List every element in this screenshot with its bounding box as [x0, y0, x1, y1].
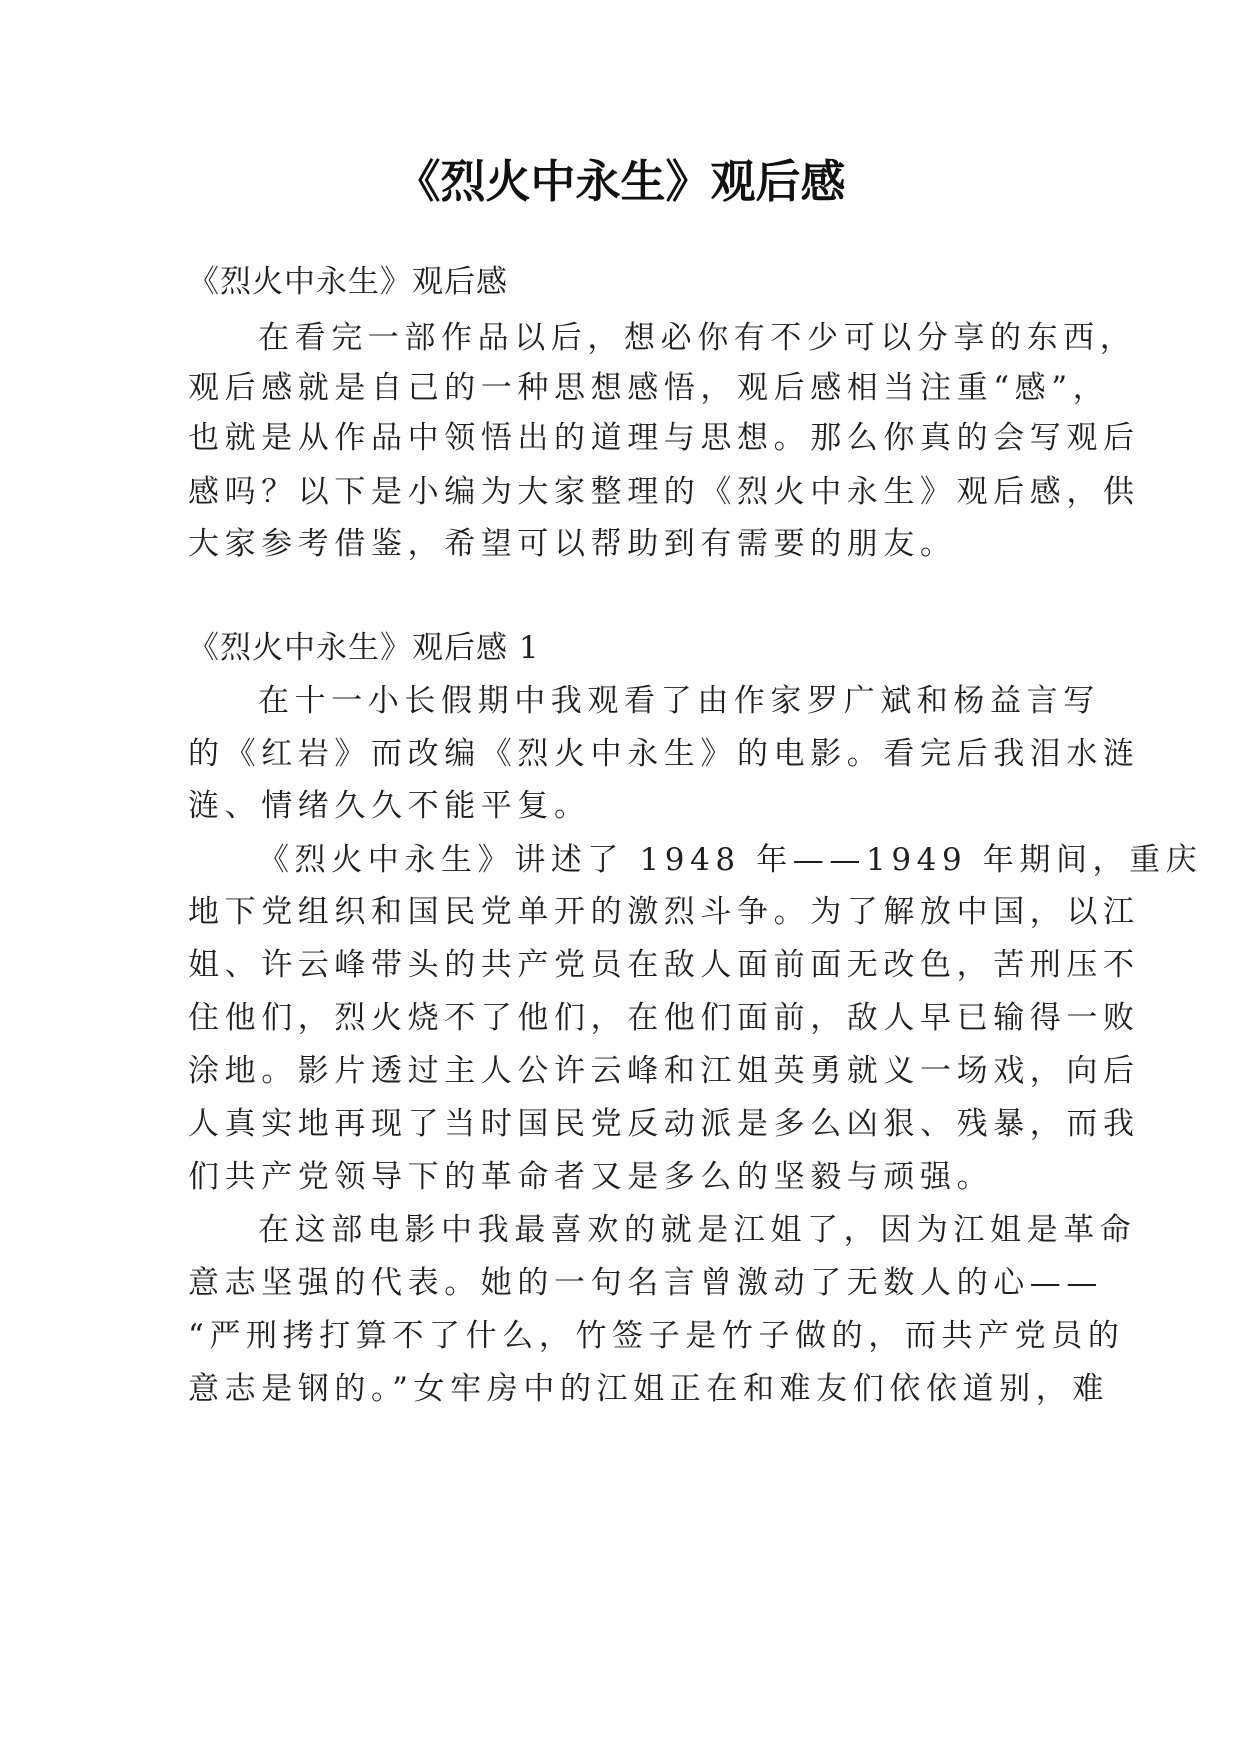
paragraph-line: 的《红岩》而改编《烈火中永生》的电影。看完后我泪水涟 [188, 736, 1140, 772]
intro-line: 观后感就是自己的一种思想感悟，观后感相当注重“感”， [188, 370, 1110, 406]
paragraph-line: 地下党组织和国民党单开的激烈斗争。为了解放中国，以江 [188, 894, 1140, 930]
intro-line: 在看完一部作品以后，想必你有不少可以分享的东西， [258, 320, 1137, 356]
paragraph-line: 《烈火中永生》讲述了 1948 年——1949 年期间，重庆 [258, 842, 1203, 878]
document-title: 《烈火中永生》观后感 [395, 155, 846, 208]
paragraph-line: 们共产党领导下的革命者又是多么的坚毅与顽强。 [188, 1159, 994, 1195]
paragraph-line: 姐、许云峰带头的共产党员在敌人面前面无改色，苦刑压不 [188, 947, 1140, 983]
paragraph-line: 人真实地再现了当时国民党反动派是多么凶狠、残暴，而我 [188, 1106, 1140, 1142]
intro-line: 也就是从作品中领悟出的道理与思想。那么你真的会写观后 [188, 420, 1140, 456]
section-heading: 《烈火中永生》观后感 1 [188, 630, 540, 666]
paragraph-line: 涂地。影片透过主人公许云峰和江姐英勇就义一场戏，向后 [188, 1053, 1140, 1089]
paragraph-line: 意志坚强的代表。她的一句名言曾激动了无数人的心—— [188, 1265, 1103, 1301]
paragraph-line: 涟、情绪久久不能平复。 [188, 788, 591, 824]
paragraph-line: “严刑拷打算不了什么，竹签子是竹子做的，而共产党员的 [188, 1318, 1125, 1354]
paragraph-line: 住他们，烈火烧不了他们，在他们面前，敌人早已输得一败 [188, 1000, 1140, 1036]
paragraph-line: 在十一小长假期中我观看了由作家罗广斌和杨益言写 [258, 683, 1100, 719]
intro-line: 大家参考借鉴，希望可以帮助到有需要的朋友。 [188, 526, 957, 562]
paragraph-line: 在这部电影中我最喜欢的就是江姐了，因为江姐是革命 [258, 1212, 1137, 1248]
intro-heading: 《烈火中永生》观后感 [188, 264, 508, 300]
intro-line: 感吗？以下是小编为大家整理的《烈火中永生》观后感，供 [188, 474, 1140, 510]
paragraph-line: 意志是钢的。”女牢房中的江姐正在和难友们依依道别，难 [188, 1371, 1109, 1407]
